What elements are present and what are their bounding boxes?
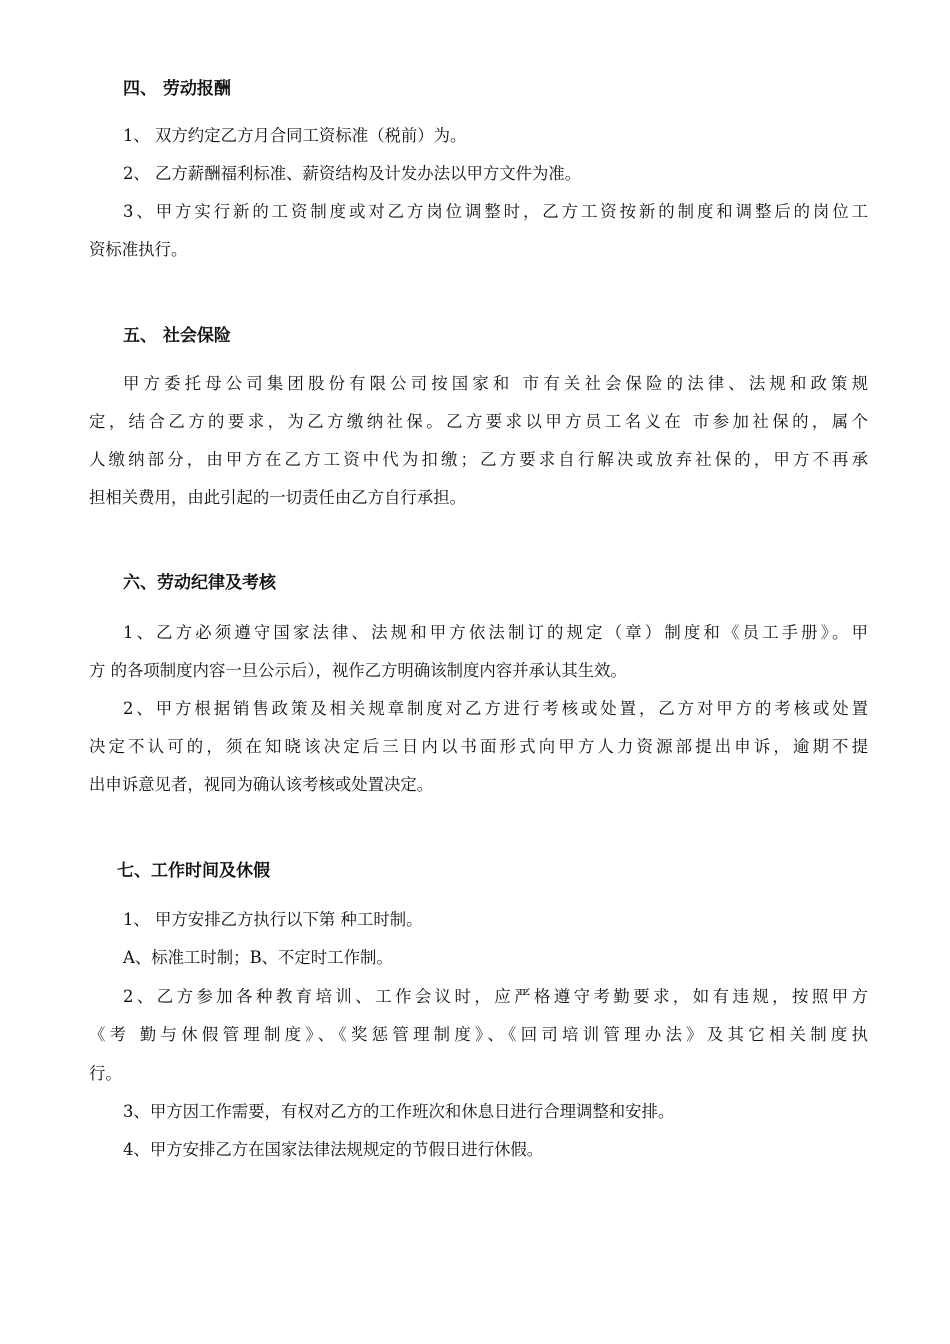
paragraph-line: 2、甲方根据销售政策及相关规章制度对乙方进行考核或处置，乙方对甲方的考核或处置 [123,699,868,718]
paragraph-line: 决定不认可的，须在知晓该决定后三日内以书面形式向甲方人力资源部提出申诉，逾期不提 [89,737,868,756]
paragraph-line: 出申诉意见者，视同为确认该考核或处置决定。 [89,775,434,794]
paragraph-line: 担相关费用，由此引起的一切责任由乙方自行承担。 [89,488,466,507]
paragraph-line: 行。 [89,1064,122,1083]
paragraph-line: 4、甲方安排乙方在国家法律法规规定的节假日进行休假。 [123,1140,544,1159]
section-heading-working-hours: 七、工作时间及休假 [117,861,270,881]
paragraph-line: 3、甲方实行新的工资制度或对乙方岗位调整时，乙方工资按新的制度和调整后的岗位工 [123,202,868,221]
paragraph-line: 资标准执行。 [89,240,188,259]
paragraph-line: 2、 乙方薪酬福利标准、薪资结构及计发办法以甲方文件为准。 [123,164,582,183]
paragraph-line: 3、甲方因工作需要，有权对乙方的工作班次和休息日进行合理调整和安排。 [123,1102,675,1121]
paragraph-line: 《考 勤与休假管理制度》、《奖惩管理制度》、《回司培训管理办法》及其它相关制度执 [89,1025,868,1044]
paragraph-line: 1、乙方必须遵守国家法律、法规和甲方依法制订的规定（章）制度和《员工手册》。甲 [123,623,868,642]
paragraph-line: A、标准工时制；B、不定时工作制。 [123,948,393,967]
paragraph-line: 定，结合乙方的要求，为乙方缴纳社保。乙方要求以甲方员工名义在 市参加社保的，属个 [89,412,868,431]
section-heading-compensation: 四、 劳动报酬 [123,79,231,99]
section-heading-discipline: 六、劳动纪律及考核 [123,573,276,593]
paragraph-line: 1、 双方约定乙方月合同工资标准（税前）为。 [123,126,467,145]
paragraph-line: 方 的各项制度内容一旦公示后），视作乙方明确该制度内容并承认其生效。 [89,661,627,680]
section-heading-social-insurance: 五、 社会保险 [123,326,231,346]
paragraph-line: 甲方委托母公司集团股份有限公司按国家和 市有关社会保险的法律、法规和政策规 [123,374,868,393]
paragraph-line: 1、 甲方安排乙方执行以下第 种工时制。 [123,910,423,929]
paragraph-line: 2、乙方参加各种教育培训、工作会议时，应严格遵守考勤要求，如有违规，按照甲方 [123,987,868,1006]
paragraph-line: 人缴纳部分，由甲方在乙方工资中代为扣缴；乙方要求自行解决或放弃社保的，甲方不再承 [89,450,868,469]
